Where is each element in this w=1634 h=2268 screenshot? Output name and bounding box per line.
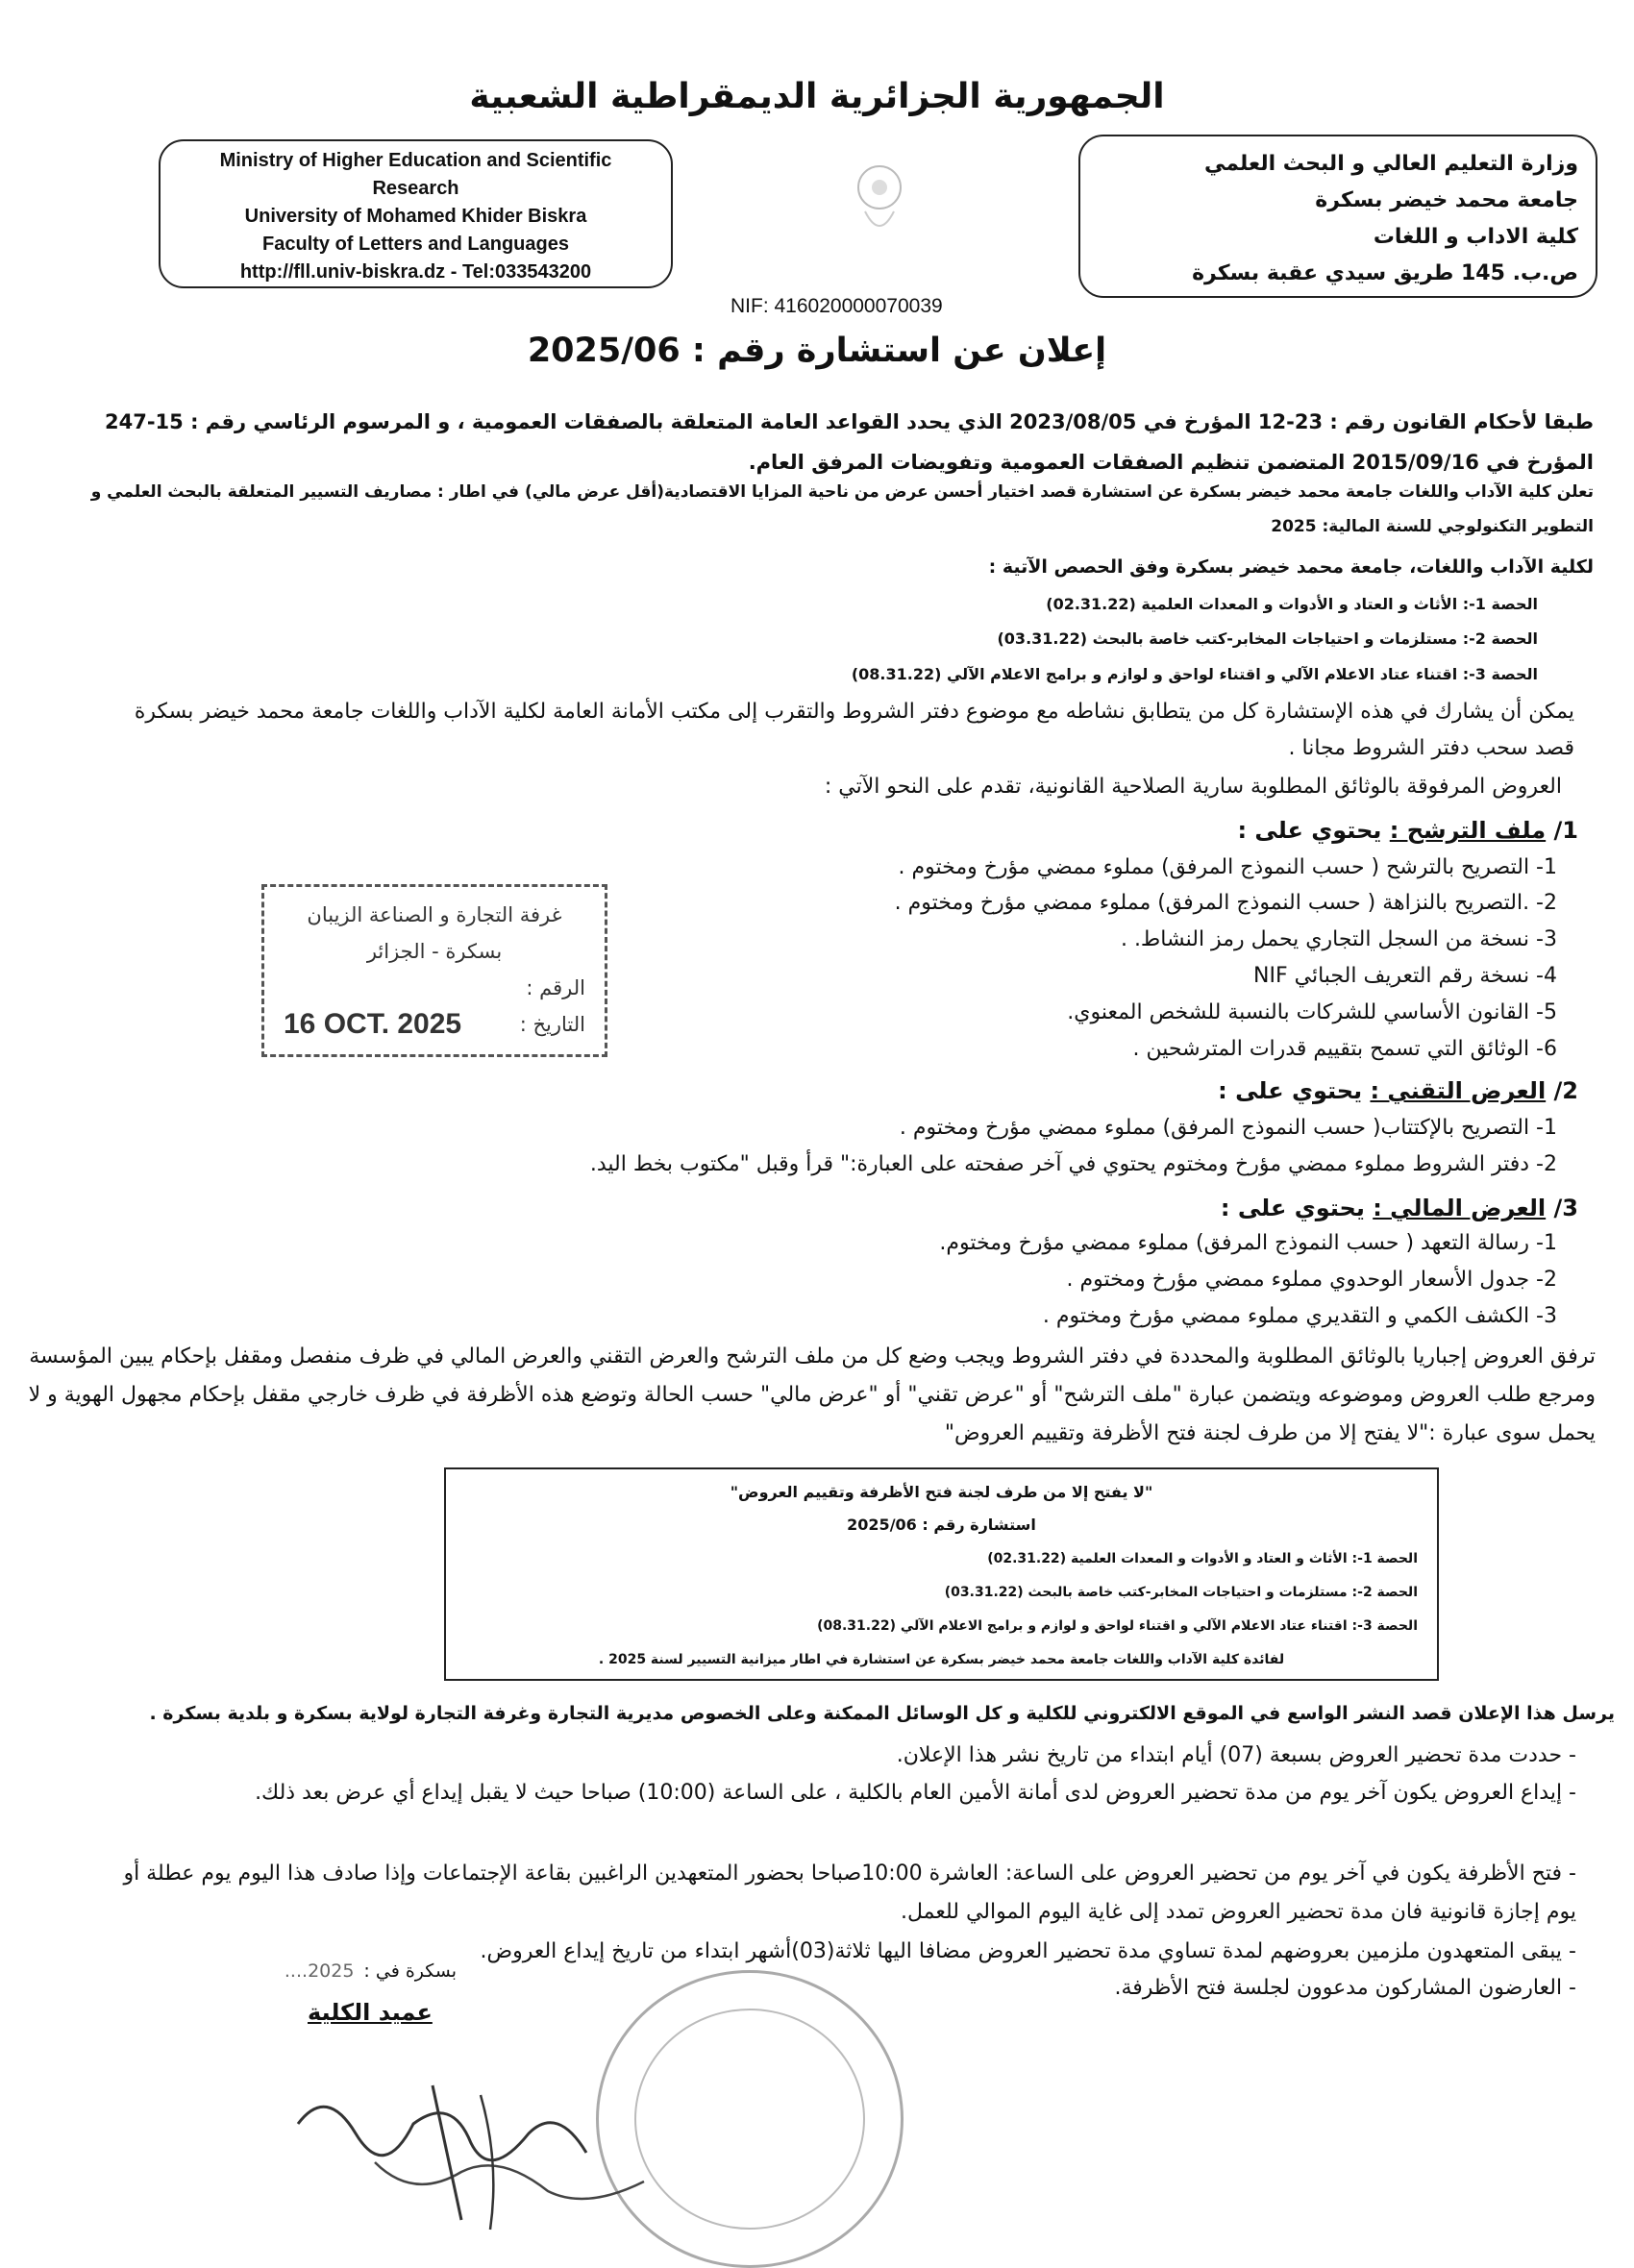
announcement-title: إعلان عن استشارة رقم : 2025/06 [527,332,1107,370]
list-item: 5- القانون الأساسي للشركات بالنسبة للشخص المعنوي. [1067,1000,1557,1024]
section-number: 2/ [1553,1077,1578,1104]
header-en-line: Faculty of Letters and Languages [262,234,569,255]
list-item: 4- نسخة رقم التعريف الجبائي NIF [1253,964,1557,988]
lot-item: الحصة 2-: مستلزمات و احتياجات المخابر-كتب خاصة بالبحث (03.31.22) [997,629,1538,648]
list-item: 2- جدول الأسعار الوحدوي مملوء ممضي مؤرخ ومختوم . [1066,1268,1557,1292]
bullet-item: - إيداع العروض يكون آخر يوم من مدة تحضير العروض لدى أمانة الأمين العام بالكلية ، على الساعة (10:00) صباحا حيث لا يقبل إيداع أي عرض بعد ذلك. [255,1781,1576,1805]
section-title: العرض المالي : [1373,1195,1547,1221]
envelope-label-box [444,1467,1439,1681]
header-ar-line: وزارة التعليم العالي و البحث العلمي [1203,152,1578,176]
envelope-box-beneficiary: لفائدة كلية الآداب واللغات جامعة محمد خيضر بسكرة عن استشارة في اطار ميزانية التسيير لسنة 2025 . [598,1652,1285,1667]
envelope-box-line: استشارة رقم : 2025/06 [847,1516,1036,1534]
stamp-date: 16 OCT. 2025 [284,1008,462,1040]
section-suffix: يحتوي على : [1218,1077,1363,1104]
header-ar-line: ص.ب. 145 طريق سيدي عقبة بسكرة [1192,261,1578,285]
intro-paragraph: تعلن كلية الآداب واللغات جامعة محمد خيضر بسكرة عن استشارة قصد اختيار أحسن عرض من ناحية المزايا الاقتصادية(أقل عرض مالي) في اطار : مصاريف التسيير المتعلقة بالبحث العلمي و التطوير التكنولوجي للسنة المالية: 2025 [90,482,1594,536]
header-box-english [159,139,673,288]
signature-city: بسكرة في : [363,1960,457,1982]
list-item: 1- التصريح بالإكتتاب( حسب النموذج المرفق) مملوء ممضي مؤرخ ومختوم . [899,1116,1557,1140]
bullet-item: - حددت مدة تحضير العروض بسبعة (07) أيام ابتداء من تاريخ نشر هذا الإعلان. [896,1743,1576,1767]
dean-signature-icon [240,2066,702,2239]
envelope-instructions: ترفق العروض إجباريا بالوثائق المطلوبة والمحددة في دفتر الشروط ويجب وضع كل من ملف الترشح والعرض التقني والعرض المالي في ظرف منفصل ومقفل بإحكام يبين المؤسسة ومرجع طلب العروض وموضوعه ويتضمن عبارة "ملف الترشح" أو "عرض تقني" أو "عرض مالي" حسب الحالة وتوضع هذه الأظرفة في ظرف خارجي مقفل بإحكام مجهول الهوية و لا يحمل سوى عبارة :"لا يفتح إلا من طرف لجنة فتح الأظرفة وتقييم العروض" [28,1344,1596,1445]
list-item: 3- الكشف الكمي و التقديري مملوء ممضي مؤرخ ومختوم . [1042,1304,1557,1328]
dean-title: عميد الكلية [308,1999,433,2026]
header-ar-line: كلية الاداب و اللغات [1373,225,1578,249]
section-candidacy-heading [21,809,1578,851]
offers-intro: العروض المرفوقة بالوثائق المطلوبة سارية الصلاحية القانونية، تقدم على النحو الآتي : [824,775,1562,799]
section-suffix: يحتوي على : [1237,817,1382,844]
signature-date: 2025.... [284,1960,355,1982]
list-item: 1- التصريح بالترشح ( حسب النموذج المرفق) مملوء ممضي مؤرخ ومختوم . [898,855,1557,879]
section-number: 3/ [1553,1195,1578,1221]
publication-notice: يرسل هذا الإعلان قصد النشر الواسع في الموقع الالكتروني للكلية و كل الوسائل الممكنة وعلى الخصوص مديرية التجارة وغرفة التجارة لولاية بسكرة و بلدية بسكرة . [149,1703,1615,1724]
legal-basis: طبقا لأحكام القانون رقم : 23-12 المؤرخ في 2023/08/05 الذي يحدد القواعد العامة المتعلقة بالصفقات العمومية ، و المرسوم الرئاسي رقم : 15-247 المؤرخ في 2015/09/16 المتضمن تنظيم الصفقات العمومية وتفويضات المرفق العام. [104,410,1594,474]
stamp-line: غرفة التجارة و الصناعة الزيبان [307,903,562,926]
bullet-item: - يبقى المتعهدون ملزمين بعروضهم لمدة تساوي مدة تحضير العروض مضافا اليها ثلاثة(03)أشهر ابتداء من تاريخ إيداع العروض. [480,1939,1576,1963]
participation-paragraph: يمكن أن يشارك في هذه الإستشارة كل من يتطابق نشاطه مع موضوع دفتر الشروط والتقرب إلى مكتب الأمانة العامة لكلية الآداب واللغات جامعة محمد خيضر بسكرة قصد سحب دفتر الشروط مجانا . [134,700,1574,760]
bullet-item: - فتح الأظرفة يكون في آخر يوم من تحضير العروض على الساعة: العاشرة 10:00صباحا بحضور المتعهدين الراغبين بقاعة الإجتماعات وإذا صادف هذا اليوم يوم عطلة أو يوم إجازة قانونية فان مدة تحضير العروض تمدد إلى غاية اليوم الموالي للعمل. [123,1861,1576,1924]
stamp-ref: الرقم : [526,976,585,999]
lot-item: الحصة 1-: الأثاث و العتاد و الأدوات و المعدات العلمية (02.31.22) [1046,595,1538,613]
header-box-arabic [1078,135,1597,298]
envelope-box-line: "لا يفتح إلا من طرف لجنة فتح الأظرفة وتقييم العروض" [730,1483,1153,1501]
section-technical-heading [21,1070,1578,1112]
header-ar-line: جامعة محمد خيضر بسكرة [1315,188,1578,212]
faculty-lots-intro: لكلية الآداب واللغات، جامعة محمد خيضر بسكرة وفق الحصص الآتية : [988,556,1594,578]
signature-date-line [207,1960,457,1982]
header-en-line: Research [372,178,459,199]
bullet-item: - العارضون المشاركون مدعوون لجلسة فتح الأظرفة. [1114,1976,1576,2000]
envelope-box-lot: الحصة 2-: مستلزمات و احتياجات المخابر-كتب خاصة بالبحث (03.31.22) [944,1585,1418,1600]
stamp-date-label: التاريخ : [519,1013,585,1036]
lot-item: الحصة 3-: اقتناء عتاد الاعلام الآلي و اقتناء لواحق و لوازم و برامج الاعلام الآلي (08.31.22) [851,665,1538,683]
section-title: العرض التقني : [1370,1077,1547,1104]
list-item: 2- دفتر الشروط مملوء ممضي مؤرخ ومختوم يحتوي في آخر صفحته على العبارة:" قرأ وقبل "مكتوب بخط اليد. [589,1152,1557,1176]
header-en-line: http://fll.univ-biskra.dz - Tel:033543200 [239,261,592,283]
envelope-box-lot: الحصة 1-: الأثاث و العتاد و الأدوات و المعدات العلمية (02.31.22) [987,1551,1418,1566]
stamp-line: بسكرة - الجزائر [366,940,503,963]
list-item: 1- رسالة التعهد ( حسب النموذج المرفق) مملوء ممضي مؤرخ ومختوم. [939,1231,1557,1255]
emblem-icon [846,154,913,250]
republic-title: الجمهورية الجزائرية الديمقراطية الشعبية [469,77,1165,116]
header-en-line: Ministry of Higher Education and Scientific [219,150,612,171]
list-item: 2- .التصريح بالنزاهة ( حسب النموذج المرفق) مملوء ممضي مؤرخ ومختوم . [894,891,1557,915]
header-en-line: University of Mohamed Khider Biskra [244,206,587,227]
section-title: ملف الترشح : [1389,817,1547,844]
chamber-commerce-stamp [261,884,607,1057]
envelope-box-lot: الحصة 3-: اقتناء عتاد الاعلام الآلي و اقتناء لواحق و لوازم و برامج الاعلام الآلي (08.31.22) [817,1618,1418,1634]
section-suffix: يحتوي على : [1220,1195,1365,1221]
section-financial-heading [21,1187,1578,1229]
list-item: 6- الوثائق التي تسمح بتقييم قدرات المترشحين . [1132,1037,1557,1061]
nif-number: NIF: 416020000070039 [730,295,943,317]
section-number: 1/ [1553,817,1578,844]
list-item: 3- نسخة من السجل التجاري يحمل رمز النشاط. . [1120,927,1557,951]
